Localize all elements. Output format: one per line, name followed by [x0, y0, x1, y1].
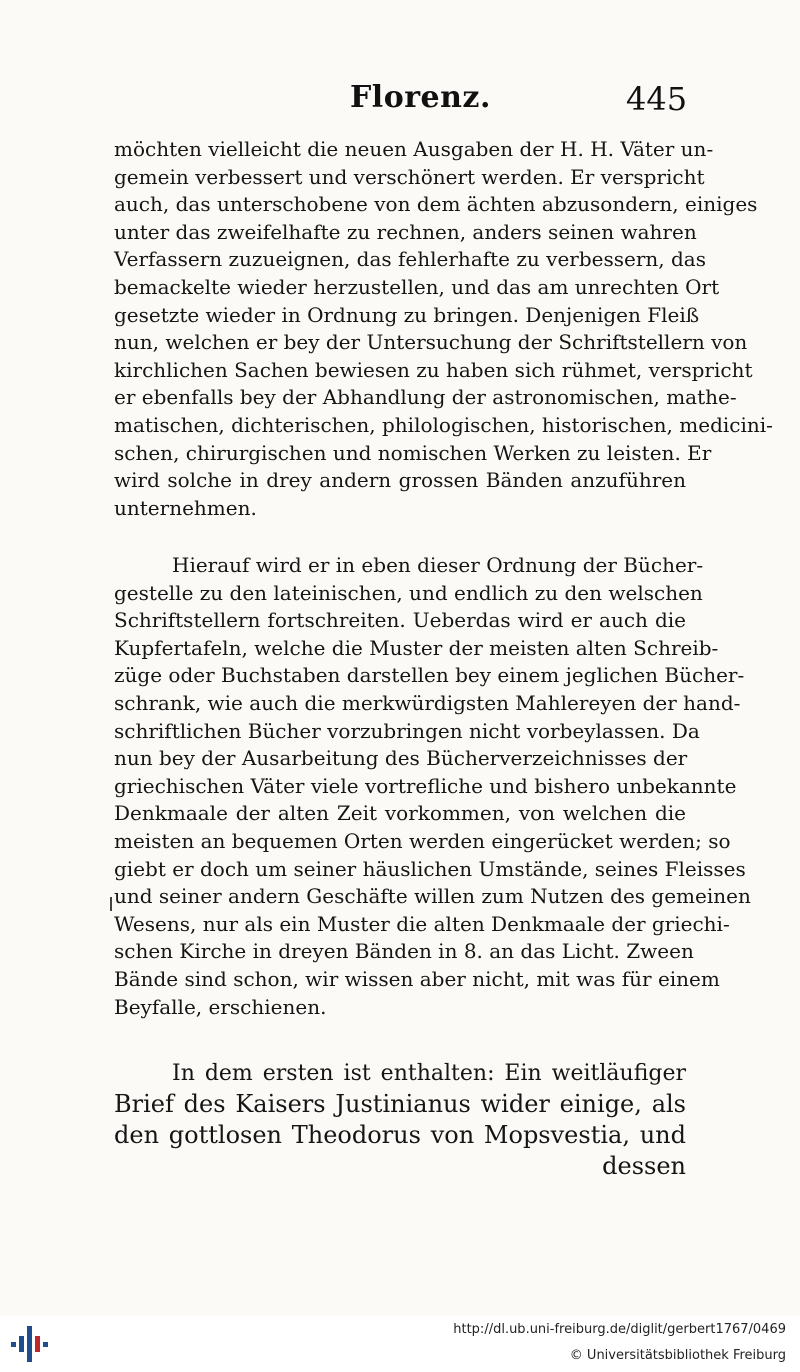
text-line: giebt er doch um seiner häuslichen Umstände, seines Fleisses [114, 856, 746, 881]
text-line: In dem ersten ist enthalten: Ein weitläufiger [172, 1061, 686, 1086]
text-line: gemein verbessert und verschönert werden. Er verspricht [114, 164, 705, 189]
paragraph-2 [114, 552, 751, 1021]
text-line: und seiner andern Geschäfte willen zum Nutzen des gemeinen [114, 884, 751, 909]
source-url-link[interactable]: http://dl.ub.uni-freiburg.de/diglit/gerbert1767/0469 [453, 1322, 786, 1337]
text-line: wird solche in drey andern grossen Bänden anzuführen [114, 468, 686, 493]
text-line: unternehmen. [114, 495, 257, 520]
text-line: schen, chirurgischen und nomischen Werken zu leisten. Er [114, 440, 712, 465]
paragraph-3 [114, 1058, 686, 1182]
text-line: schen Kirche in dreyen Bänden in 8. an das Licht. Zween [114, 939, 694, 964]
text-line: kirchlichen Sachen bewiesen zu haben sich rühmet, verspricht [114, 357, 753, 382]
text-line: matischen, dichterischen, philologischen, historischen, medicini- [114, 412, 773, 437]
text-line: schrank, wie auch die merkwürdigsten Mahlereyen der hand- [114, 690, 741, 715]
text-line: nun bey der Ausarbeitung des Bücherverzeichnisses der [114, 746, 688, 771]
text-line: Wesens, nur als ein Muster die alten Denkmaale der griechi- [114, 911, 730, 936]
text-line: Denkmaale der alten Zeit vorkommen, von welchen die [114, 801, 686, 826]
text-line: Brief des Kaisers Justinianus wider einige, als [114, 1090, 686, 1118]
text-line: unter das zweifelhafte zu rechnen, anders seinen wahren [114, 219, 697, 244]
text-line: den gottlosen Theodorus von Mopsvestia, und [114, 1121, 686, 1149]
text-line: Beyfalle, erschienen. [114, 994, 327, 1019]
viewer-footer [0, 1316, 800, 1372]
text-line: möchten vielleicht die neuen Ausgaben der H. H. Väter un- [114, 137, 714, 161]
text-line: bemackelte wieder herzustellen, und das am unrechten Ort [114, 274, 720, 299]
copyright-notice: © Universitätsbibliothek Freiburg [569, 1348, 786, 1363]
text-line: gestelle zu den lateinischen, und endlich zu den welschen [114, 580, 703, 605]
ub-freiburg-logo-icon [8, 1322, 52, 1366]
text-line: nun, welchen er bey der Untersuchung der Schriftstellern von [114, 330, 748, 355]
text-line: Hierauf wird er in eben dieser Ordnung der Bücher- [172, 553, 704, 577]
text-line: Kupfertafeln, welche die Muster der meisten alten Schreib- [114, 635, 719, 660]
text-line: gesetzte wieder in Ordnung zu bringen. Denjenigen Fleiß [114, 302, 700, 327]
running-title: Florenz. [350, 80, 491, 115]
text-line: er ebenfalls bey der Abhandlung der astronomischen, mathe- [114, 385, 737, 410]
text-line: griechischen Väter viele vortrefliche und bishero unbekannte [114, 773, 737, 798]
text-line: auch, das unterschobene von dem ächten abzusondern, einiges [114, 192, 758, 217]
page-number: 445 [626, 80, 688, 118]
text-line: züge oder Buchstaben darstellen bey einem jeglichen Bücher- [114, 663, 745, 688]
page-header [0, 80, 800, 124]
catchword: dessen [602, 1152, 686, 1180]
margin-mark [110, 897, 112, 911]
text-line: Schriftstellern fortschreiten. Ueberdas wird er auch die [114, 608, 686, 633]
text-line: Verfassern zuzueignen, das fehlerhafte zu verbessern, das [114, 247, 706, 272]
text-line: Bände sind schon, wir wissen aber nicht, mit was für einem [114, 966, 720, 991]
text-line: meisten an bequemen Orten werden eingerücket werden; so [114, 828, 731, 853]
paragraph-1 [114, 136, 773, 522]
text-line: schriftlichen Bücher vorzubringen nicht vorbeylassen. Da [114, 718, 700, 743]
